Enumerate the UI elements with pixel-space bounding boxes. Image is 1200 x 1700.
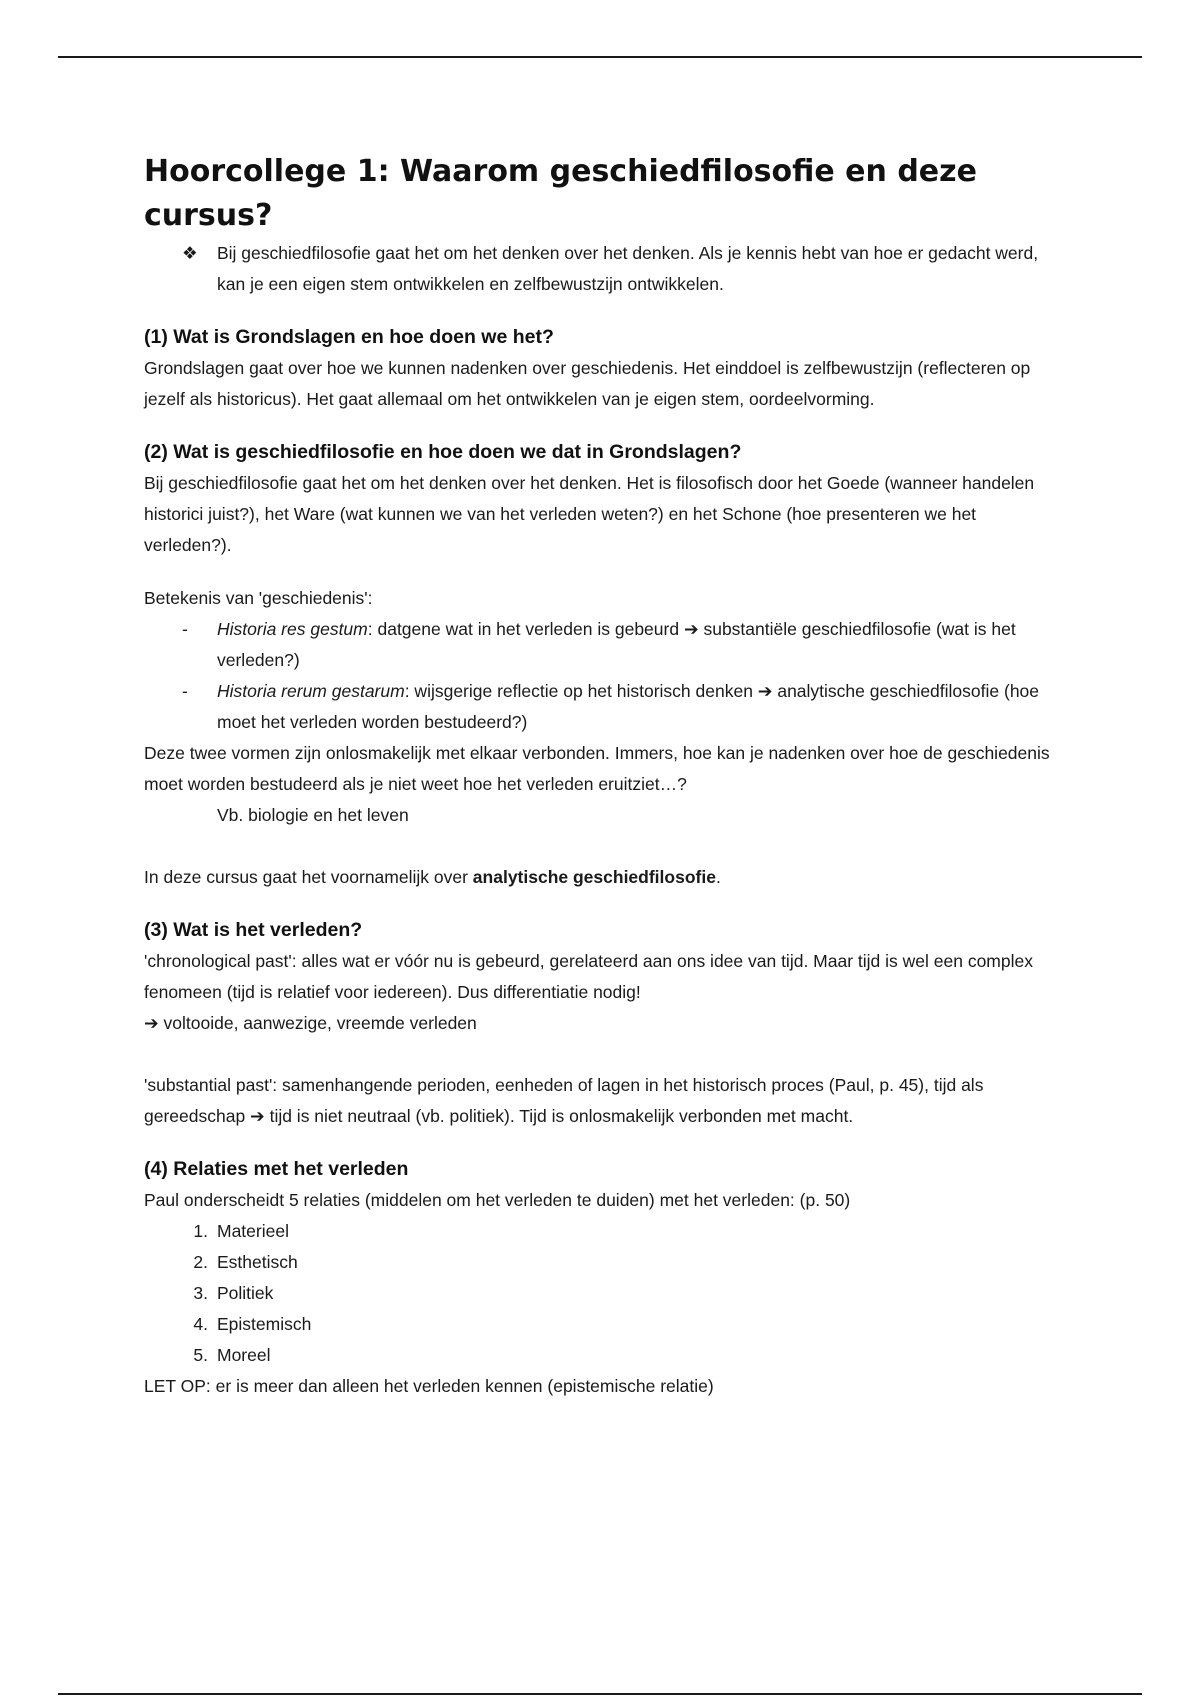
- section-1-paragraph: Grondslagen gaat over hoe we kunnen nadenken over geschiedenis. Het einddoel is zelfbewustzijn (reflecteren op jezelf als historicus). Het gaat allemaal om het ontwikkelen van je eigen stem, oordeelvorming.: [144, 358, 1031, 409]
- relation-label: Epistemisch: [217, 1314, 312, 1334]
- course-focus-bold: analytische geschiedfilosofie: [472, 867, 716, 887]
- dash-list-item: [144, 614, 1064, 676]
- intro-bullet-text: Bij geschiedfilosofie gaat het om het denken over het denken. Als je kennis hebt van hoe er gedacht werd, kan je een eigen stem ontwikkelen en zelfbewustzijn ontwikkelen.: [217, 243, 1039, 294]
- list-number: 1.: [193, 1221, 208, 1241]
- section-3-heading: (3) Wat is het verleden?: [144, 919, 363, 941]
- course-focus-prefix: In deze cursus gaat het voornamelijk over: [144, 867, 473, 887]
- substantial-past-paragraph: 'substantial past': samenhangende perioden, eenheden of lagen in het historisch proces (Paul, p. 45), tijd als gereedschap ➔ tijd is niet neutraal (vb. politiek). Tijd is onlosmakelijk verbonden met macht.: [144, 1075, 984, 1126]
- dash-list-item: [144, 676, 1064, 738]
- top-rule: [58, 56, 1142, 58]
- relation-label: Esthetisch: [217, 1252, 298, 1272]
- bottom-rule: [58, 1693, 1142, 1695]
- relation-item: [144, 1340, 1064, 1371]
- list-number: 2.: [193, 1252, 208, 1272]
- chronological-past-paragraph: 'chronological past': alles wat er vóór nu is gebeurd, gerelateerd aan ons idee van tijd. Maar tijd is wel een complex fenomeen (tijd is relatief voor iedereen). Dus differentiatie nodig!: [144, 951, 1033, 1002]
- course-focus-line: [144, 862, 1064, 893]
- relations-intro: Paul onderscheidt 5 relaties (middelen om het verleden te duiden) met het verleden: (p. 50): [144, 1190, 851, 1210]
- document-body: [144, 150, 1064, 1402]
- intro-bullet: [144, 238, 1064, 300]
- dash-item-text: : wijsgerige reflectie op het historisch denken ➔ analytische geschiedfilosofie (hoe moet het verleden worden bestudeerd?): [217, 681, 1040, 732]
- term-historia-res-gestum: Historia res gestum: [217, 619, 368, 639]
- section-2-paragraph: Bij geschiedfilosofie gaat het om het denken over het denken. Het is filosofisch door het Goede (wanneer handelen historici juist?), het Ware (wat kunnen we van het verleden weten?) en het Schone (hoe presenteren we het verleden?).: [144, 473, 1035, 555]
- course-focus-suffix: .: [715, 867, 721, 887]
- relation-label: Materieel: [217, 1221, 289, 1241]
- relation-item: [144, 1216, 1064, 1247]
- list-number: 5.: [193, 1345, 208, 1365]
- relation-item: [144, 1247, 1064, 1278]
- relation-label: Moreel: [217, 1345, 271, 1365]
- example-line: Vb. biologie en het leven: [217, 805, 409, 825]
- dash-bullet: -: [182, 619, 188, 639]
- dash-bullet: -: [182, 681, 188, 701]
- dash-item-text: : datgene wat in het verleden is gebeurd ➔ substantiële geschiedfilosofie (wat is het verleden?): [217, 619, 1016, 670]
- diamond-bullet-icon: ❖: [182, 243, 198, 263]
- section-2-heading: (2) Wat is geschiedfilosofie en hoe doen we dat in Grondslagen?: [144, 441, 742, 463]
- meaning-label: Betekenis van 'geschiedenis':: [144, 588, 373, 608]
- list-number: 3.: [193, 1283, 208, 1303]
- section-1-heading: (1) Wat is Grondslagen en hoe doen we het?: [144, 326, 554, 348]
- relation-label: Politiek: [217, 1283, 274, 1303]
- relation-item: [144, 1309, 1064, 1340]
- note-line: LET OP: er is meer dan alleen het verleden kennen (epistemische relatie): [144, 1376, 714, 1396]
- connection-paragraph: Deze twee vormen zijn onlosmakelijk met elkaar verbonden. Immers, hoe kan je nadenken over hoe de geschiedenis moet worden bestudeerd als je niet weet hoe het verleden eruitziet…?: [144, 743, 1050, 794]
- section-4-heading: (4) Relaties met het verleden: [144, 1158, 409, 1180]
- relation-item: [144, 1278, 1064, 1309]
- term-historia-rerum-gestarum: Historia rerum gestarum: [217, 681, 405, 701]
- page-title: Hoorcollege 1: Waarom geschiedfilosofie en deze cursus?: [144, 154, 977, 233]
- arrow-line: ➔ voltooide, aanwezige, vreemde verleden: [144, 1013, 477, 1033]
- list-number: 4.: [193, 1314, 208, 1334]
